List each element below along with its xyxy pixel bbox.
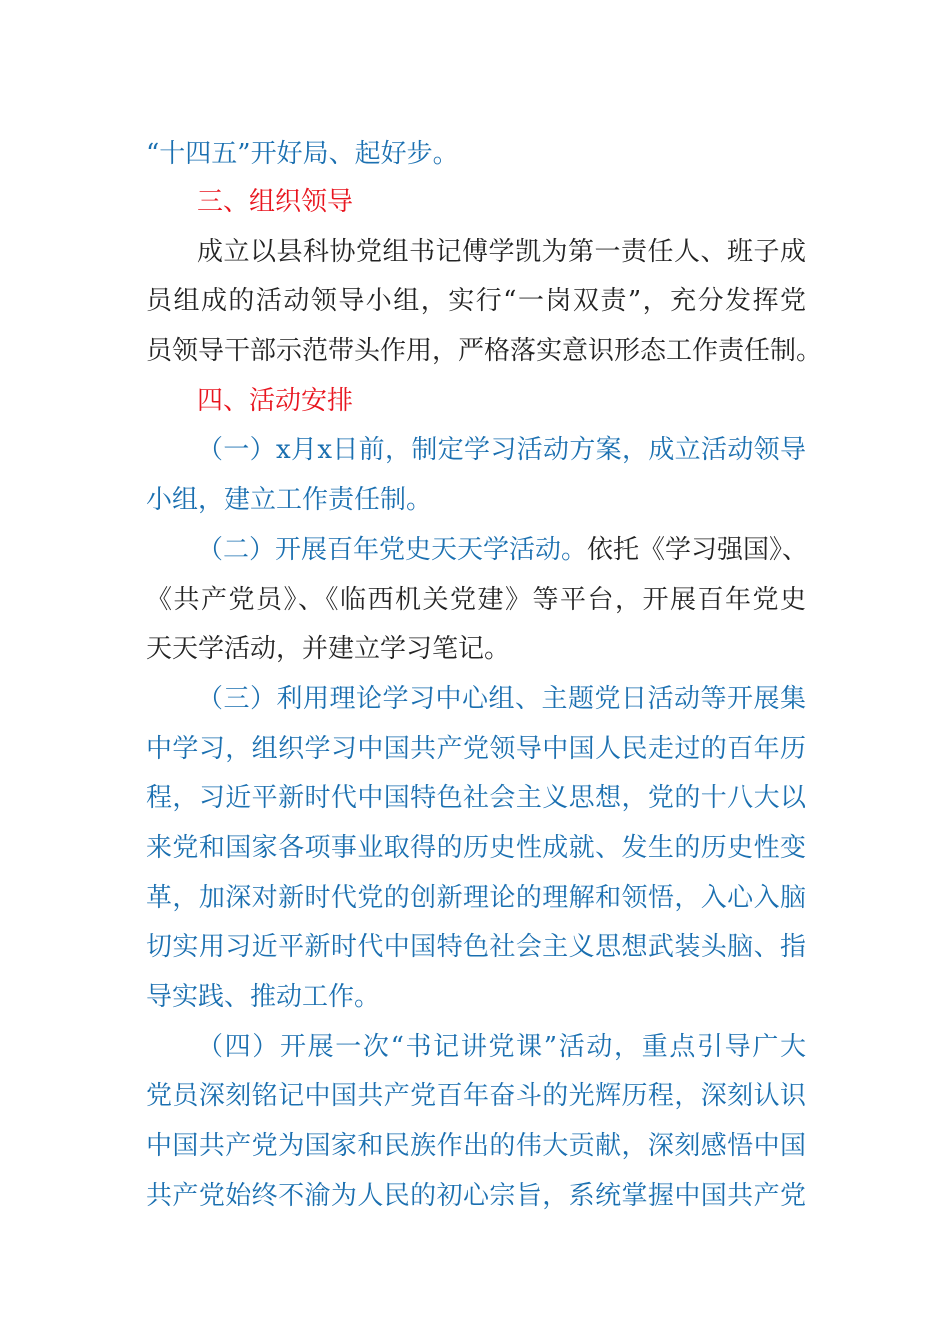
text-line: 小组，建立工作责任制。 — [146, 485, 433, 515]
text-line-highlight: （二）开展百年党史天天学活动。 — [197, 535, 588, 565]
text-line: 程，习近平新时代中国特色社会主义思想，党的十八大以 — [146, 783, 806, 813]
text-line: 切实用习近平新时代中国特色社会主义思想武装头脑、指 — [146, 932, 806, 962]
text-line: 中国共产党为国家和民族作出的伟大贡献，深刻感悟中国 — [146, 1131, 806, 1161]
section-heading-activities: 四、活动安排 — [197, 386, 354, 416]
text-line: 成立以县科协党组书记傅学凯为第一责任人、班子成 — [197, 237, 806, 267]
text-line: 中学习，组织学习中国共产党领导中国人民走过的百年历 — [146, 734, 806, 764]
text-line: 来党和国家各项事业取得的历史性成就、发生的历史性变 — [146, 833, 806, 863]
text-line: （一）x月x日前，制定学习活动方案，成立活动领导 — [197, 435, 806, 465]
text-line: （四）开展一次“书记讲党课”活动，重点引导广大 — [197, 1032, 806, 1062]
text-line: （三）利用理论学习中心组、主题党日活动等开展集 — [197, 684, 806, 714]
text-line-rest: 依托《学习强国》、 — [587, 535, 809, 565]
text-line: “十四五”开好局、起好步。 — [146, 139, 459, 169]
section-heading-organization: 三、组织领导 — [197, 187, 354, 217]
text-line: 革，加深对新时代党的创新理论的理解和领悟，入心入脑 — [146, 883, 806, 913]
text-line — [197, 533, 809, 567]
text-line: 员领导干部示范带头作用，严格落实意识形态工作责任制。 — [146, 336, 823, 366]
text-line: 党员深刻铭记中国共产党百年奋斗的光辉历程，深刻认识 — [146, 1081, 806, 1111]
text-line: 《共产党员》、《临西机关党建》等平台，开展百年党史 — [146, 585, 806, 615]
text-line: 共产党始终不渝为人民的初心宗旨，系统掌握中国共产党 — [146, 1181, 806, 1211]
text-line: 导实践、推动工作。 — [146, 982, 381, 1012]
text-line: 员组成的活动领导小组，实行“一岗双责”，充分发挥党 — [146, 286, 806, 316]
text-line: 天天学活动，并建立学习笔记。 — [146, 634, 511, 664]
